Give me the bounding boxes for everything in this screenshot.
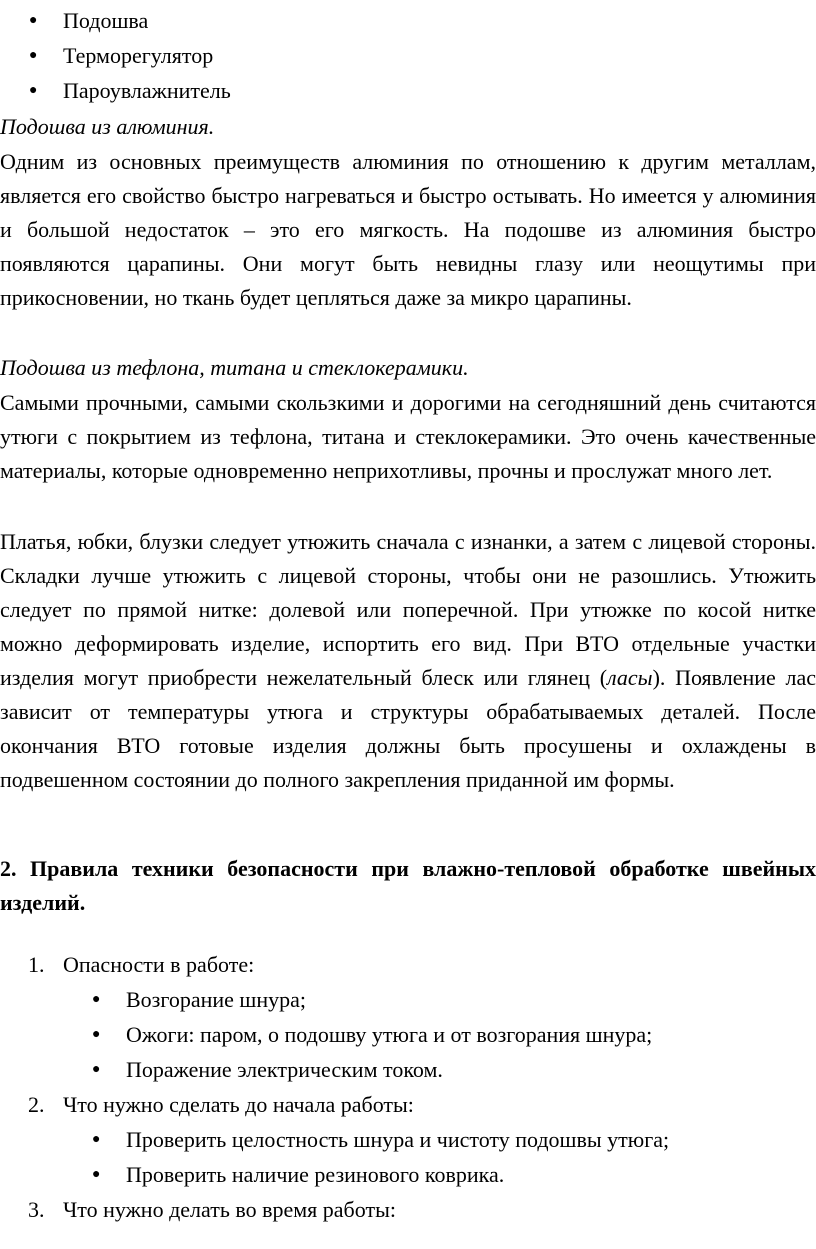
bullet-icon: ● [29,13,38,28]
bullet-icon: ● [92,1132,101,1147]
document-page: ● Подошва ● Терморегулятор ● Пароувлажнитель Подошва из алюминия. Одним из основных преимуществ алюминия по отношению к другим металлам, является его свойство быстро нагреваться и быстро остывать. Но имеется у алюминия и большой недостаток – это его мягкость. На подошве из алюминия быстро появляются царапины. Они могут быть невидны глазу или неощутимы при прикосновении, но ткань будет цепляться даже за микро царапины. Подошва из тефлона, титана и стеклокерамики. Самыми прочными, самыми скользкими и дорогими на сегодняшний день считаются утюги с покрытием из тефлона, титана и стеклокерамики. Это очень качественные материалы, которые одновременно неприхотливы, прочны и прослужат много лет. Платья, юбки, блузки следует утюжить сначала с изнанки, а затем с лицевой стороны. Складки лучше утюжить с лицевой стороны, чтобы они не разошлись. Утюжить следует по прямой нитке: долевой или поперечной. При утюжке по косой нитке можно деформировать изделие, испортить его вид. При ВТО отдельные участки изделия могут приобрести нежелательный блеск или глянец (ласы). Появление лас зависит от температуры утюга и структуры обрабатываемых деталей. После окончания ВТО готовые изделия должны быть просушены и охлаждены в подвешенном состоянии до полного закрепления приданной им формы. 2. Правила техники безопасности при влажно-тепловой обработке швейных изделий. 1. Опасности в работе: ● Возгорание шнура; ● Ожоги: паром, о подошву утюга и от возгорания шнура; ● Поражение электрическим током. 2. Что нужно сделать до начала работы: ● Проверить целостность шнура и чистоту подошвы утюга; ● Проверить наличие резинового коврика. 3. Что нужно делать во время работы: [0,0,816,1249]
intro-bullet-list [0,3,816,108]
italic-term: ласы [607,665,653,690]
list-item: ● Пароувлажнитель [0,73,816,108]
bullet-icon: ● [29,83,38,98]
bullet-icon: ● [92,1167,101,1182]
aluminium-paragraph: Одним из основных преимуществ алюминия по отношению к другим металлам, является его свойство быстро нагреваться и быстро остывать. Но имеется у алюминия и большой недостаток – это его мягкость. На подошве из алюминия быстро появляются царапины. Они могут быть невидны глазу или неощутимы при прикосновении, но ткань будет цепляться даже за микро царапины. [0,149,816,310]
section-title: 2. Правила техники безопасности при влажно-тепловой обработке швейных изделий. [0,856,816,915]
bullet-icon: ● [29,48,38,63]
list-item: ● Терморегулятор [0,38,816,73]
list-item: ● Подошва [0,3,816,38]
aluminium-heading: Подошва из алюминия. [0,114,215,139]
ironing-paragraph: Платья, юбки, блузки следует утюжить сначала с изнанки, а затем с лицевой стороны. Складки лучше утюжить с лицевой стороны, чтобы они не разошлись. Утюжить следует по прямой нитке: долевой или поперечной. При утюжке по косой нитке можно деформировать изделие, испортить его вид. При ВТО отдельные участки изделия могут приобрести нежелательный блеск или глянец (ласы). Появление лас зависит от температуры утюга и структуры обрабатываемых деталей. После окончания ВТО готовые изделия должны быть просушены и охлаждены в подвешенном состоянии до полного закрепления приданной им формы. [0,529,816,792]
teflon-heading: Подошва из тефлона, титана и стеклокерамики. [0,355,469,380]
bullet-icon: ● [92,1027,101,1042]
bullet-icon: ● [92,1062,101,1077]
bullet-icon: ● [92,992,101,1007]
teflon-paragraph: Самыми прочными, самыми скользкими и дорогими на сегодняшний день считаются утюги с покрытием из тефлона, титана и стеклокерамики. Это очень качественные материалы, которые одновременно неприхотливы, прочны и прослужат много лет. [0,390,816,483]
